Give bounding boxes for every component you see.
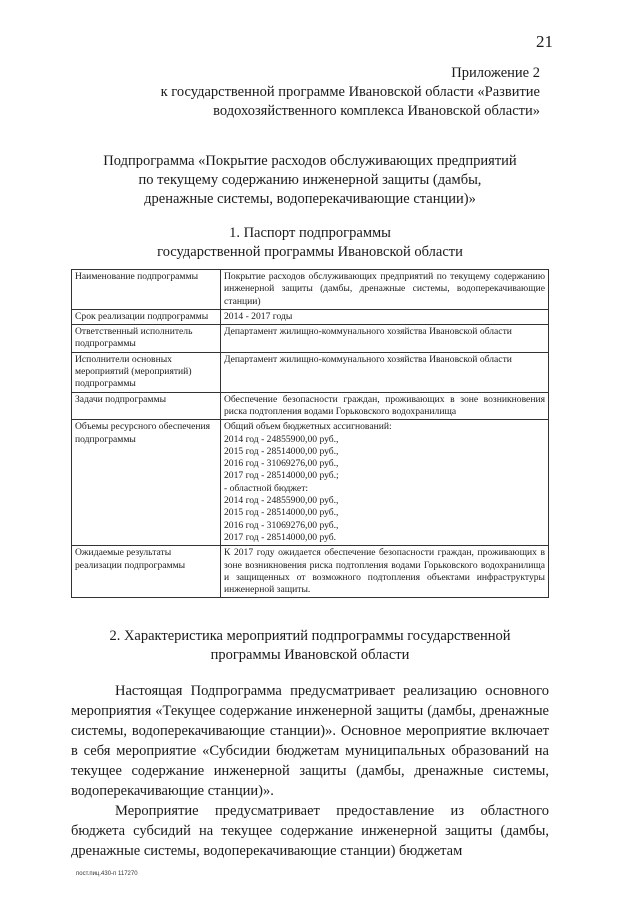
page-number: 21 <box>536 32 553 51</box>
table-row <box>72 420 549 546</box>
appendix-line: водохозяйственного комплекса Ивановской области» <box>213 103 540 119</box>
row-label: Объемы ресурсного обеспечения подпрограммы <box>72 420 221 546</box>
body-text <box>71 681 549 861</box>
table-row <box>72 270 549 310</box>
subprogram-title-line: Подпрограмма «Покрытие расходов обслуживающих предприятий <box>103 153 517 169</box>
row-label: Наименование подпрограммы <box>72 270 221 310</box>
row-value: 2014 - 2017 годы <box>221 309 549 324</box>
subprogram-title <box>60 152 560 209</box>
row-value: Обеспечение безопасности граждан, проживающих в зоне возникновения риска подтопления водами Горьковского водохранилища <box>221 392 549 420</box>
funding-line: 2016 год - 31069276,00 руб., <box>224 458 339 470</box>
subprogram-title-line: дренажные системы, водоперекачивающие станции)» <box>144 191 476 207</box>
table-row <box>72 325 549 353</box>
row-value: Департамент жилищно-коммунального хозяйства Ивановской области <box>221 352 549 392</box>
section-2-title-line: программы Ивановской области <box>210 647 410 663</box>
section-1-title <box>60 224 560 262</box>
section-2-title-line: 2. Характеристика мероприятий подпрограммы государственной <box>109 628 511 644</box>
paragraph: Мероприятие предусматривает предоставление из областного бюджета субсидий на текущее содержание инженерной защиты (дамбы, дренажные системы, водоперекачивающие станции) бюджетам <box>71 803 549 859</box>
section-2-title <box>60 627 560 665</box>
appendix-line: Приложение 2 <box>451 65 540 81</box>
row-value: Покрытие расходов обслуживающих предприятий по текущему содержанию инженерной защиты (дамбы, дренажные системы, водоперекачивающие станции) <box>221 270 549 310</box>
funding-line: Общий объем бюджетных ассигнований: <box>224 421 392 433</box>
funding-line: 2015 год - 28514000,00 руб., <box>224 507 339 519</box>
funding-line: 2017 год - 28514000,00 руб. <box>224 531 337 543</box>
appendix-line: к государственной программе Ивановской области «Развитие <box>160 84 540 100</box>
row-label: Исполнители основных мероприятий (мероприятий) подпрограммы <box>72 352 221 392</box>
section-1-title-line: 1. Паспорт подпрограммы <box>229 225 391 241</box>
row-label: Ожидаемые результаты реализации подпрограммы <box>72 546 221 598</box>
footer-reference: пост.пиц.430-п 117270 <box>76 871 138 877</box>
row-label: Ответственный исполнитель подпрограммы <box>72 325 221 353</box>
appendix-heading <box>100 64 540 121</box>
row-value: Департамент жилищно-коммунального хозяйства Ивановской области <box>221 325 549 353</box>
table-row <box>72 352 549 392</box>
subprogram-title-line: по текущему содержанию инженерной защиты (дамбы, <box>138 172 482 188</box>
funding-line: 2015 год - 28514000,00 руб., <box>224 445 339 457</box>
row-value-funding <box>221 420 549 546</box>
paragraph: Настоящая Подпрограмма предусматривает реализацию основного мероприятия «Текущее содержание инженерной защиты (дамбы, дренажные системы, водоперекачивающие станции)». Основное мероприятие включает в себя мероприятие «Субсидии бюджетам муниципальных образований на текущее содержание инженерной защиты (дамбы, дренажные системы, водоперекачивающие станции)». <box>71 683 549 799</box>
funding-line: 2014 год - 24855900,00 руб., <box>224 433 339 445</box>
section-1-title-line: государственной программы Ивановской области <box>157 244 463 260</box>
passport-table <box>71 269 549 598</box>
funding-line: 2014 год - 24855900,00 руб., <box>224 495 339 507</box>
funding-line: - областной бюджет: <box>224 482 309 494</box>
funding-line: 2016 год - 31069276,00 руб., <box>224 519 339 531</box>
row-value: К 2017 году ожидается обеспечение безопасности граждан, проживающих в зоне возникновения риска подтопления водами Горьковского водохранилища и защищенных от возможного подтопления объектами инфраструктуры инженерной защиты. <box>221 546 549 598</box>
table-row <box>72 309 549 324</box>
table-row <box>72 546 549 598</box>
row-label: Срок реализации подпрограммы <box>72 309 221 324</box>
table-row <box>72 392 549 420</box>
funding-line: 2017 год - 28514000,00 руб.; <box>224 470 339 482</box>
row-label: Задачи подпрограммы <box>72 392 221 420</box>
